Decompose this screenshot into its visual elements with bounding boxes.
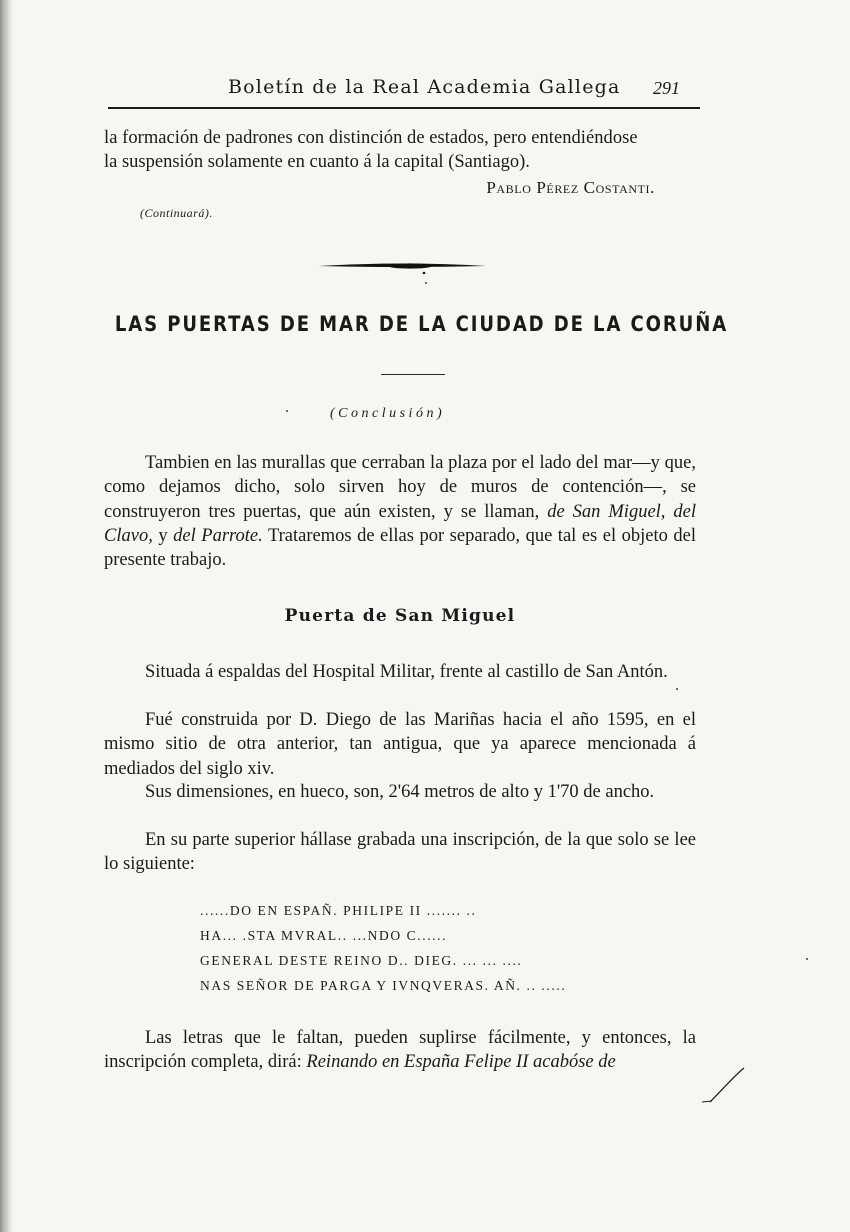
door-names-italic: de San Miguel, del Clavo, (104, 501, 697, 546)
final-paragraph: Las letras que le faltan, pueden suplirse fácilmente, y entonces, la inscripción completa, dirá: Reinando en España Felipe II acabóse de (104, 1028, 696, 1073)
author-signature: Pablo Pérez Costanti. (486, 178, 655, 197)
running-title: Boletín de la Real Academia Gallega (228, 76, 621, 98)
paragraph-inscription-intro: En su parte superior hállase grabada una inscripción, de la que solo se lee lo siguiente: (104, 830, 696, 875)
inscription-line-4: NAS SEÑOR DE PARGA Y IVNQVERAS. AÑ. .. ..... (200, 978, 567, 993)
page-number: 291 (653, 78, 680, 98)
door-name-parrote: del Parrote. (173, 525, 263, 546)
intro-paragraph: Tambien en las murallas que cerraban la plaza por el lado del mar—y que, como dejamos dicho, solo sirven hoy de muros de contención—, se construyeron tres puertas, que aún existen, y se llaman, de San Miguel, del Clavo, y del Parrote. Trataremos de ellas por separado, que tal es el objeto del presente trabajo. (104, 453, 697, 571)
article-subtitle: (Conclusión) (330, 406, 446, 421)
article-title: LAS PUERTAS DE MAR DE LA CIUDAD DE LA CORUÑA (114, 312, 729, 336)
reconstructed-inscription-italic: Reinando en España Felipe II acabóse de (306, 1052, 616, 1073)
continuara-note: (Continuará). (140, 206, 213, 220)
paragraph-location: Situada á espaldas del Hospital Militar, frente al castillo de San Antón. (145, 662, 668, 682)
section-heading: Puerta de San Miguel (284, 606, 516, 626)
previous-article-line-2: la suspensión solamente en cuanto á la capital (Santiago). (104, 152, 530, 172)
paragraph-construction: Fué construida por D. Diego de las Mariñas hacia el año 1595, en el mismo sitio de otra anterior, tan antigua, que ya aparece mencionada á mediados del siglo xiv. (104, 710, 696, 779)
title-divider (381, 374, 445, 375)
previous-article-line-1: la formación de padrones con distinción de estados, pero entendiéndose (104, 128, 638, 148)
ink-speck (806, 958, 808, 960)
ink-speck (286, 410, 288, 412)
ink-speck (676, 688, 678, 690)
ink-speck (425, 282, 427, 284)
inscription-line-1: ......DO EN ESPAÑ. PHILIPE II ....... .. (200, 903, 477, 918)
header-rule (108, 107, 700, 109)
paragraph-dimensions: Sus dimensiones, en hueco, son, 2'64 metros de alto y 1'70 de ancho. (145, 782, 655, 802)
running-header (108, 76, 698, 106)
inscription-line-3: GENERAL DESTE REINO D.. DIEG. ... ... .... (200, 953, 523, 968)
inscription-line-2: HA... .STA MVRAL.. ...NDO C...... (200, 928, 448, 943)
margin-pen-mark (700, 1062, 752, 1110)
ornamental-rule (318, 258, 486, 274)
